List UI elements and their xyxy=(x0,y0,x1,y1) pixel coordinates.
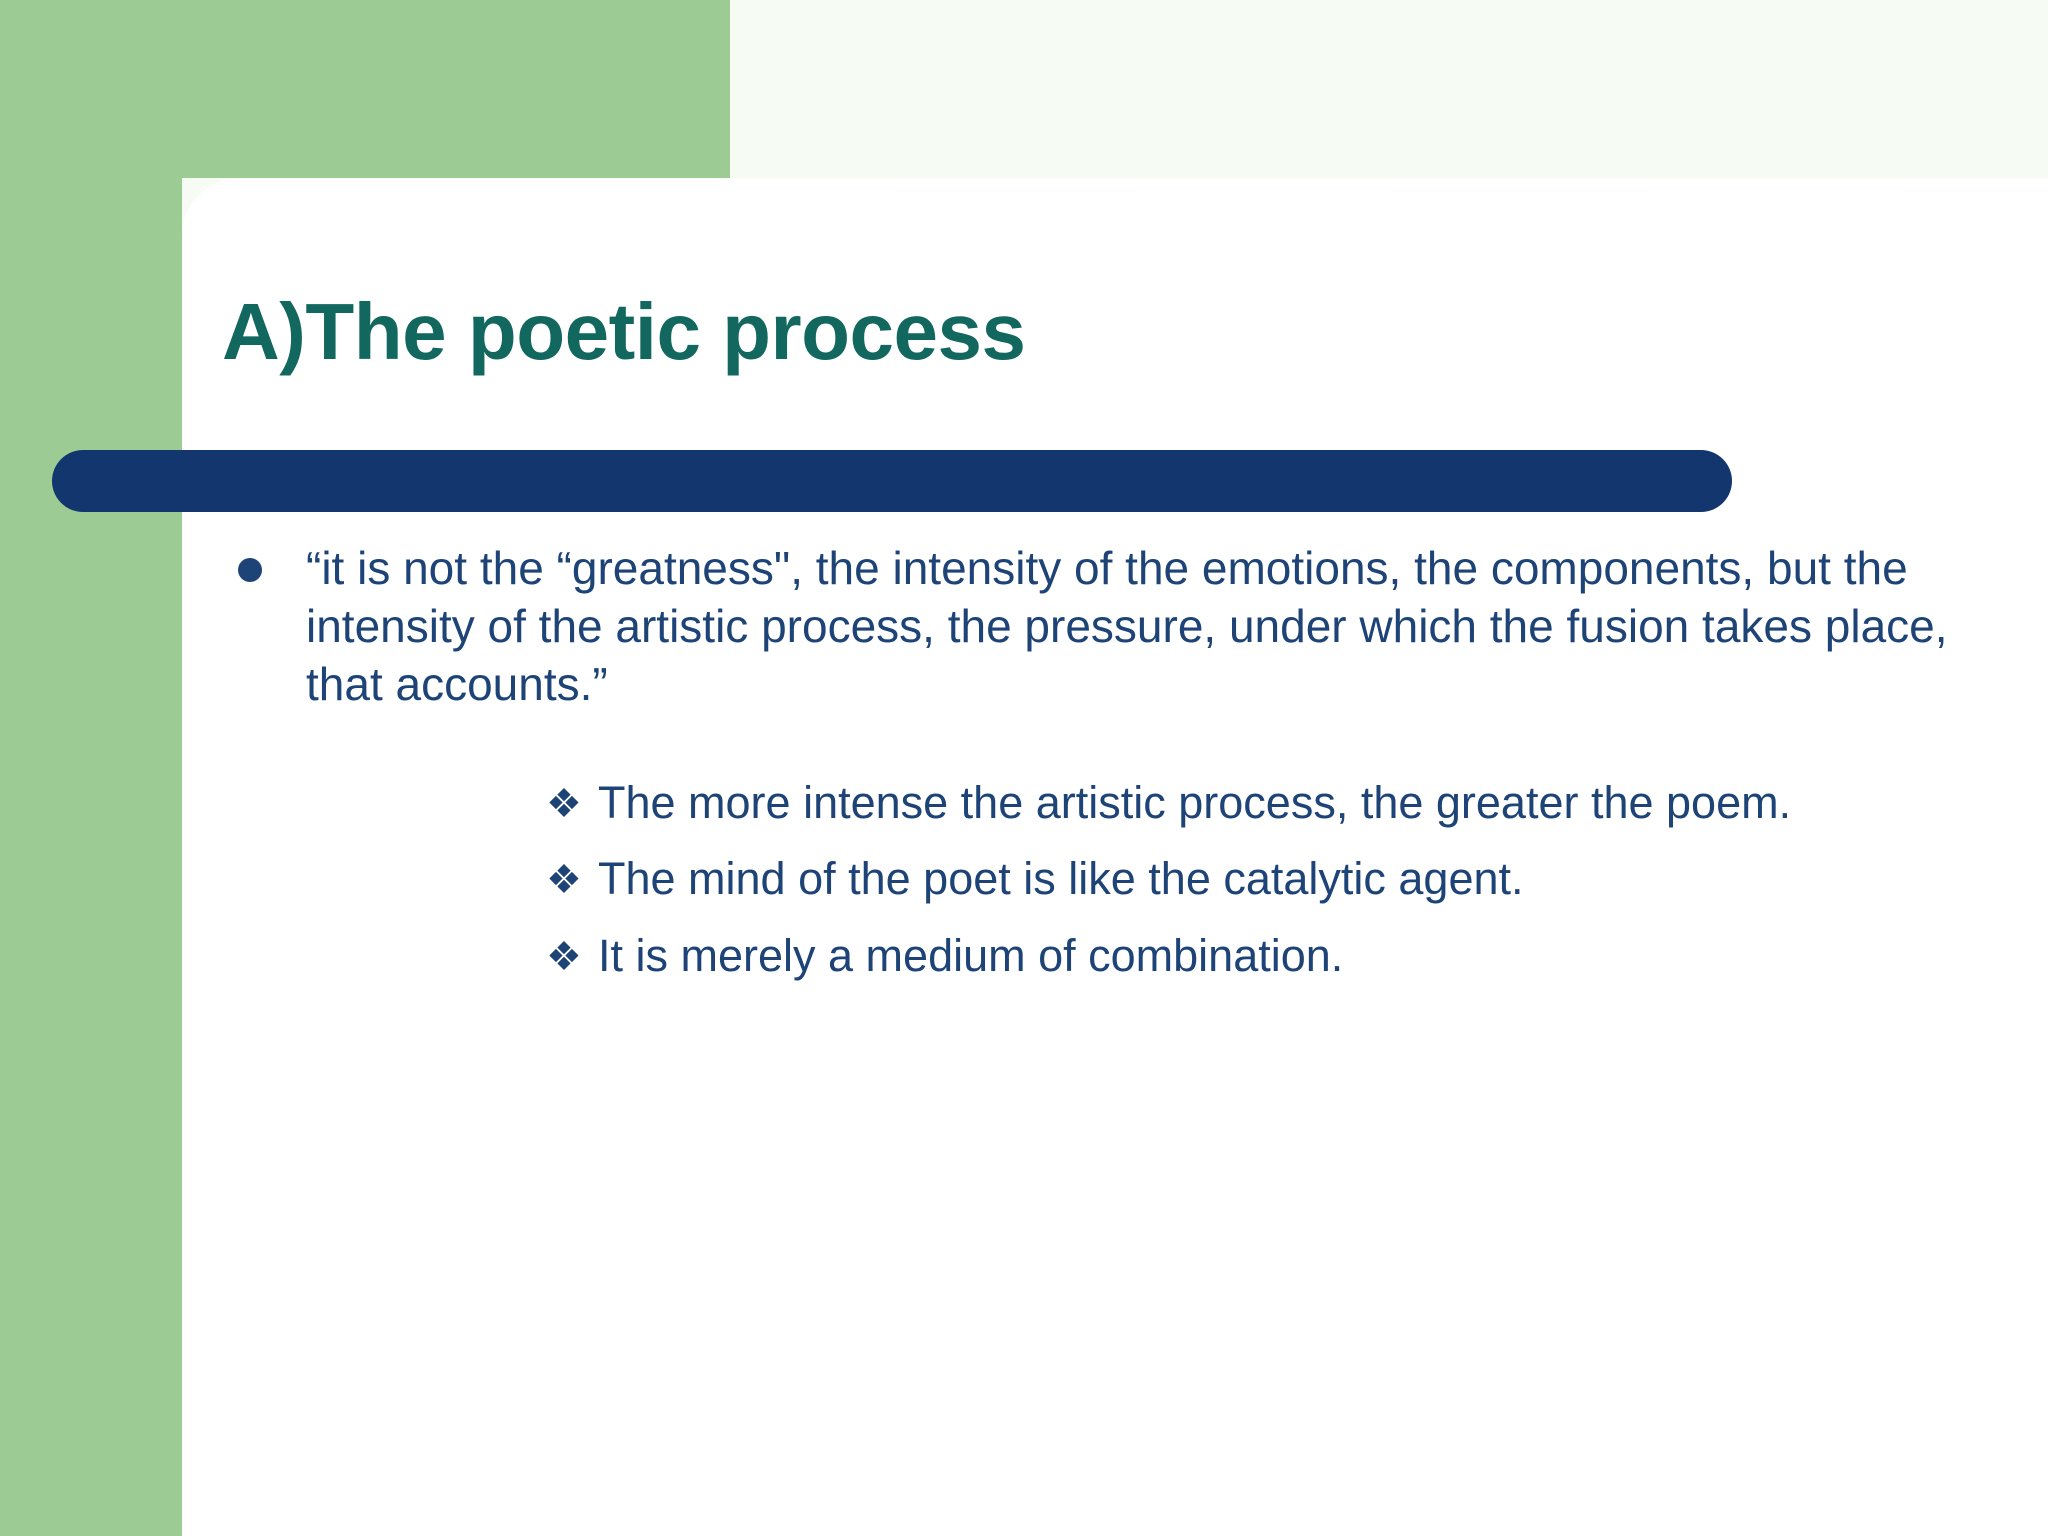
slide-title: A)The poetic process xyxy=(222,287,1026,376)
list-item-text: The mind of the poet is like the catalytic agent. xyxy=(598,853,1524,905)
diamond-bullet-icon: ❖ xyxy=(546,858,582,903)
list-item xyxy=(540,927,1980,986)
list-item-text: It is merely a medium of combination. xyxy=(598,929,1344,981)
diamond-bullet-icon: ❖ xyxy=(546,934,582,979)
sub-bullet-list xyxy=(540,774,1980,986)
list-item xyxy=(540,774,1980,833)
quote-bullet-text: “it is not the “greatness", the intensity of the emotions, the components, but the intensity of the artistic process, the pressure, under which the fusion takes place, that accounts.” xyxy=(306,542,1948,710)
slide-body xyxy=(0,540,2048,1003)
list-item-text: The more intense the artistic process, the greater the poem. xyxy=(598,776,1792,828)
diamond-bullet-icon: ❖ xyxy=(546,781,582,826)
list-item xyxy=(540,850,1980,909)
title-underline-bar xyxy=(52,450,1732,512)
top-green-block xyxy=(0,0,730,178)
bullet-dot-icon xyxy=(238,558,262,582)
quote-bullet-item xyxy=(228,540,1998,714)
